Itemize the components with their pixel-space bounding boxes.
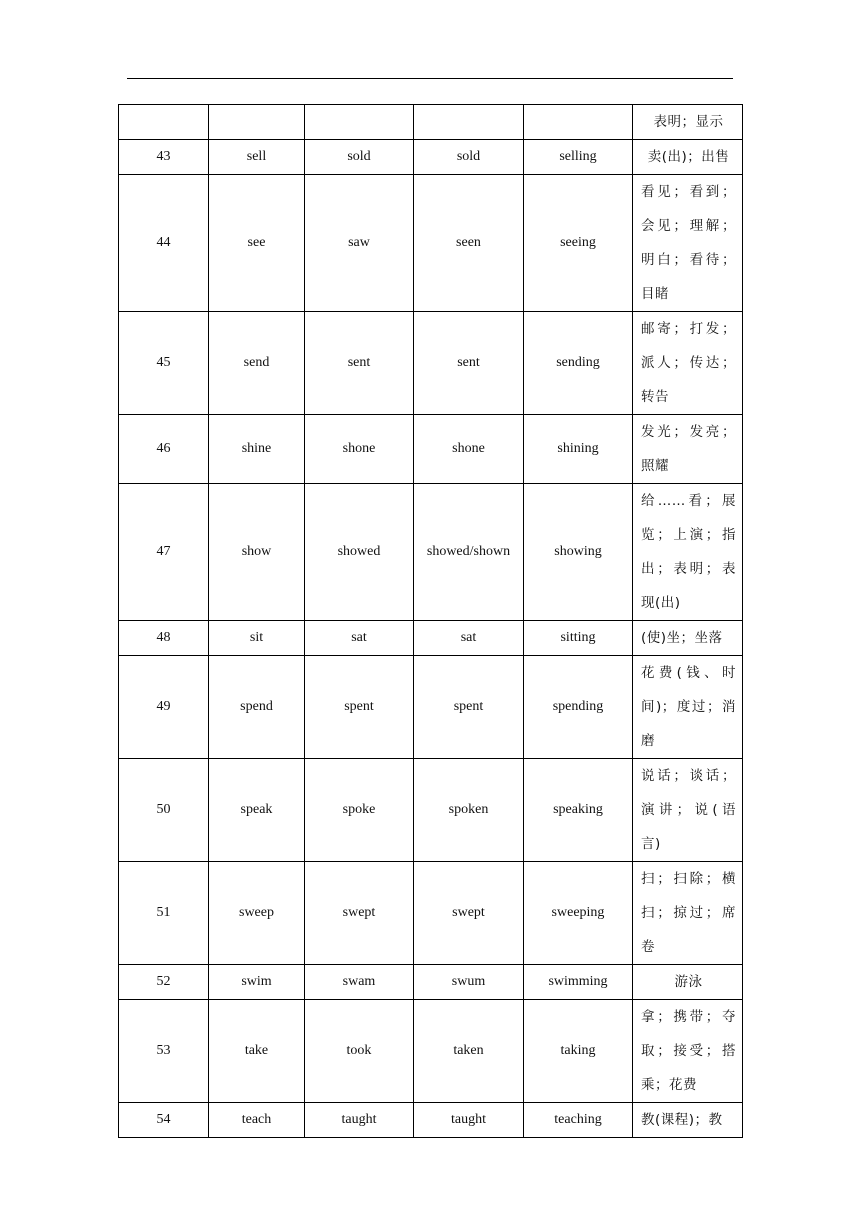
table-row xyxy=(119,759,743,862)
present-participle: taking xyxy=(524,1000,633,1103)
past-participle: sat xyxy=(414,621,524,656)
table-row xyxy=(119,175,743,312)
past-participle: swept xyxy=(414,862,524,965)
present-participle: showing xyxy=(524,484,633,621)
present-participle: sweeping xyxy=(524,862,633,965)
verb-table xyxy=(118,104,743,1138)
chinese-meaning: 教(课程)；教 xyxy=(633,1103,743,1138)
chinese-meaning: 游泳 xyxy=(633,965,743,1000)
base-form: sell xyxy=(209,140,305,175)
table-row xyxy=(119,105,743,140)
base-form: speak xyxy=(209,759,305,862)
past-participle: shone xyxy=(414,415,524,484)
row-number: 47 xyxy=(119,484,209,621)
past-tense xyxy=(305,105,414,140)
chinese-meaning: 卖(出)；出售 xyxy=(633,140,743,175)
base-form: shine xyxy=(209,415,305,484)
table-row xyxy=(119,862,743,965)
chinese-meaning: 邮寄；打发；派人；传达；转告 xyxy=(633,312,743,415)
row-number: 45 xyxy=(119,312,209,415)
past-tense: spent xyxy=(305,656,414,759)
chinese-meaning: (使)坐；坐落 xyxy=(633,621,743,656)
past-participle: taught xyxy=(414,1103,524,1138)
past-tense: spoke xyxy=(305,759,414,862)
chinese-meaning: 扫；扫除；横扫；掠过；席卷 xyxy=(633,862,743,965)
present-participle: shining xyxy=(524,415,633,484)
base-form: take xyxy=(209,1000,305,1103)
row-number: 50 xyxy=(119,759,209,862)
present-participle: teaching xyxy=(524,1103,633,1138)
past-tense: took xyxy=(305,1000,414,1103)
present-participle: speaking xyxy=(524,759,633,862)
table-row xyxy=(119,415,743,484)
chinese-meaning: 给……看；展览；上演；指出；表明；表现(出) xyxy=(633,484,743,621)
past-participle: spent xyxy=(414,656,524,759)
row-number: 43 xyxy=(119,140,209,175)
table-row xyxy=(119,656,743,759)
table-row xyxy=(119,621,743,656)
row-number: 46 xyxy=(119,415,209,484)
chinese-meaning: 拿；携带；夺取；接受；搭乘；花费 xyxy=(633,1000,743,1103)
present-participle: selling xyxy=(524,140,633,175)
past-participle: sent xyxy=(414,312,524,415)
table-row xyxy=(119,312,743,415)
past-tense: sat xyxy=(305,621,414,656)
row-number xyxy=(119,105,209,140)
past-participle: taken xyxy=(414,1000,524,1103)
past-participle: sold xyxy=(414,140,524,175)
present-participle: sitting xyxy=(524,621,633,656)
past-tense: shone xyxy=(305,415,414,484)
past-participle: swum xyxy=(414,965,524,1000)
base-form: show xyxy=(209,484,305,621)
base-form: sit xyxy=(209,621,305,656)
base-form: teach xyxy=(209,1103,305,1138)
past-tense: sent xyxy=(305,312,414,415)
header-rule xyxy=(127,78,733,79)
row-number: 52 xyxy=(119,965,209,1000)
row-number: 54 xyxy=(119,1103,209,1138)
chinese-meaning: 发光；发亮；照耀 xyxy=(633,415,743,484)
table-row xyxy=(119,484,743,621)
row-number: 53 xyxy=(119,1000,209,1103)
base-form: swim xyxy=(209,965,305,1000)
present-participle: spending xyxy=(524,656,633,759)
past-tense: showed xyxy=(305,484,414,621)
chinese-meaning: 表明；显示 xyxy=(633,105,743,140)
row-number: 51 xyxy=(119,862,209,965)
past-participle: seen xyxy=(414,175,524,312)
past-tense: saw xyxy=(305,175,414,312)
base-form: send xyxy=(209,312,305,415)
past-participle: spoken xyxy=(414,759,524,862)
row-number: 44 xyxy=(119,175,209,312)
past-tense: taught xyxy=(305,1103,414,1138)
table-row xyxy=(119,140,743,175)
present-participle: seeing xyxy=(524,175,633,312)
base-form: see xyxy=(209,175,305,312)
past-participle: showed/shown xyxy=(414,484,524,621)
table-row xyxy=(119,1103,743,1138)
present-participle xyxy=(524,105,633,140)
base-form: spend xyxy=(209,656,305,759)
base-form xyxy=(209,105,305,140)
present-participle: sending xyxy=(524,312,633,415)
base-form: sweep xyxy=(209,862,305,965)
table-row xyxy=(119,1000,743,1103)
past-tense: swept xyxy=(305,862,414,965)
row-number: 49 xyxy=(119,656,209,759)
row-number: 48 xyxy=(119,621,209,656)
table-row xyxy=(119,965,743,1000)
past-tense: sold xyxy=(305,140,414,175)
past-participle xyxy=(414,105,524,140)
past-tense: swam xyxy=(305,965,414,1000)
chinese-meaning: 说话；谈话；演讲；说(语言) xyxy=(633,759,743,862)
chinese-meaning: 看见；看到；会见；理解；明白；看待；目睹 xyxy=(633,175,743,312)
chinese-meaning: 花费(钱、时间)；度过；消磨 xyxy=(633,656,743,759)
present-participle: swimming xyxy=(524,965,633,1000)
